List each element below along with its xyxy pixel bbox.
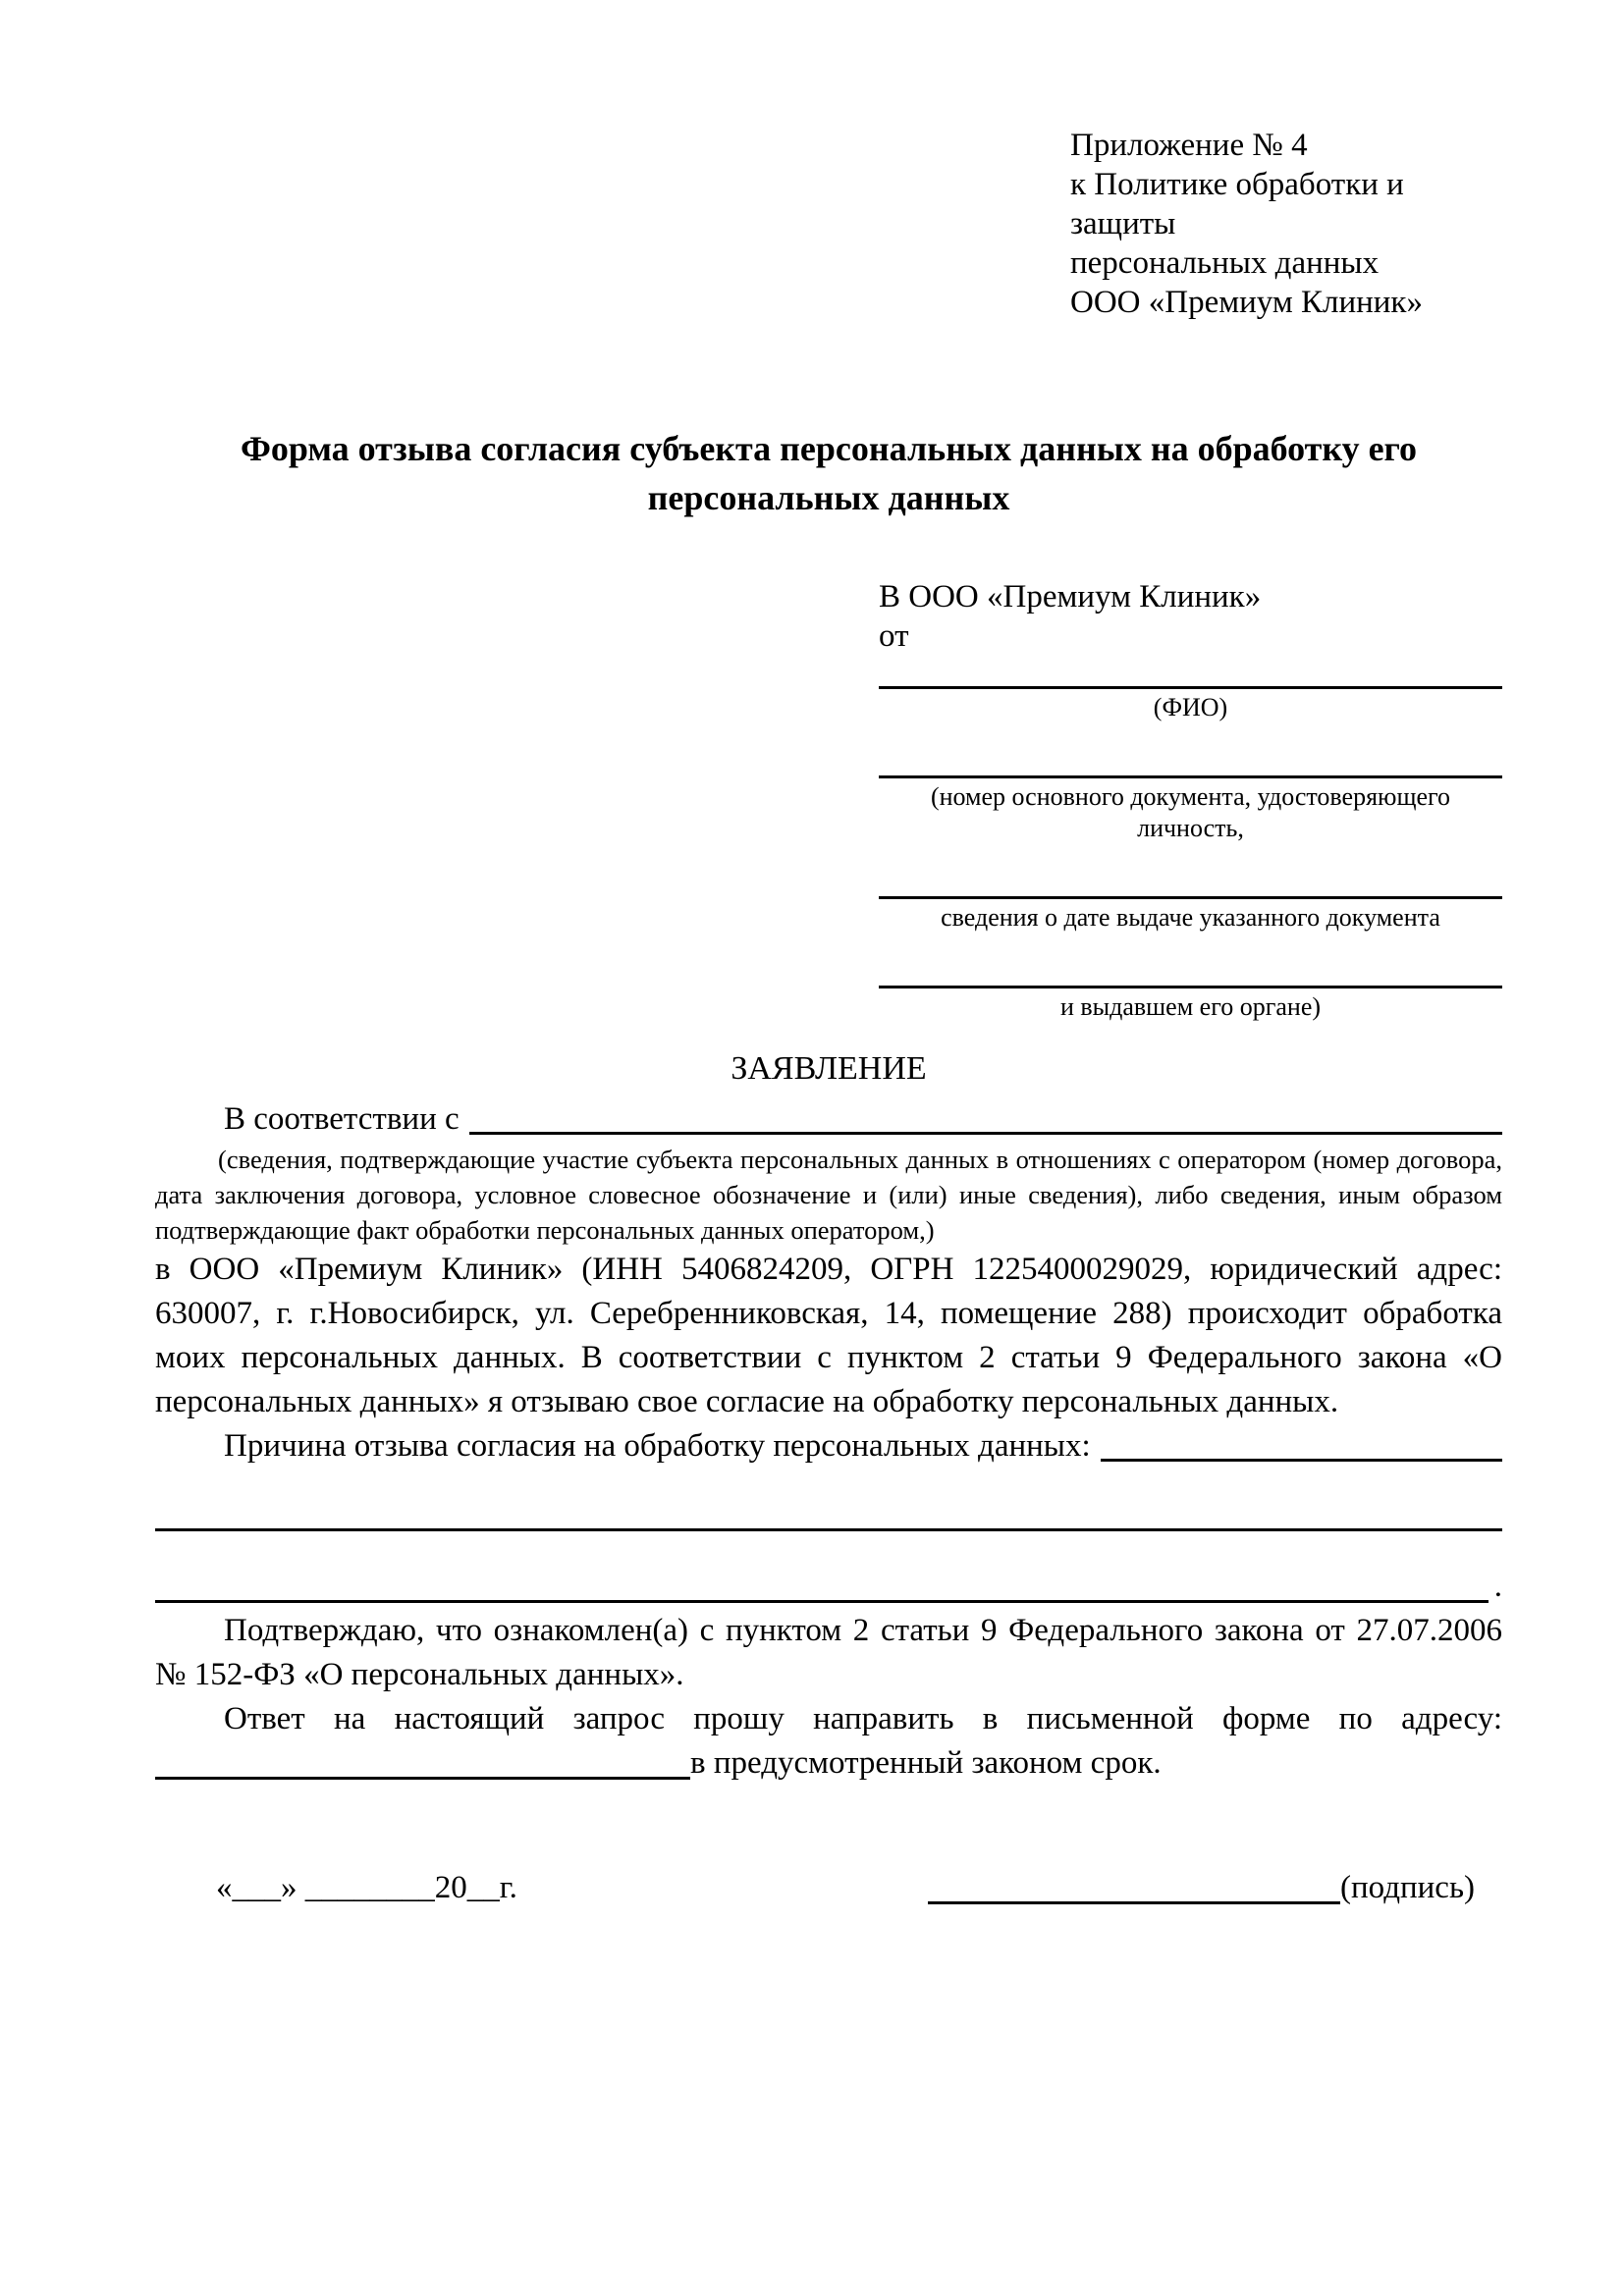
document-issuer-caption: и выдавшем его органе) [1059,992,1322,1021]
reason-line [155,1424,1502,1468]
intro-blank-line[interactable] [469,1132,1502,1135]
reason-blank-line-2-row [155,1565,1502,1609]
signature-caption: (подпись) [1340,1870,1475,1905]
document-issuer-input-line[interactable] [879,961,1502,988]
document-issue-date-field [879,872,1502,934]
fio-caption: (ФИО) [1153,693,1228,721]
document-number-caption: (номер основного документа, удостоверяющего личность, [930,782,1451,842]
reason-period: . [1493,1569,1502,1604]
response-request-paragraph: Ответ на настоящий запрос прошу направить в письменной форме по адресу: [224,1701,1502,1736]
appendix-line-1: Приложение № 4 [1070,128,1308,163]
appendix-line-2: к Политике обработки и защиты [1070,167,1404,241]
document-issue-date-caption: сведения о дате выдаче указанного документа [941,903,1440,932]
response-address-line [155,1741,1502,1786]
fine-print-note: (сведения, подтверждающие участие субъекта персональных данных в отношениях с оператором (номер договора, дата заключения договора, условное словесное обозначение и (или) иные сведения), либо сведения, иным образом подтверждающие факт обработки персональных данных оператором,) [155,1145,1502,1245]
signature-blank-line[interactable] [928,1901,1340,1904]
fio-field [879,662,1502,723]
response-tail: в предусмотренный законом срок. [690,1745,1162,1781]
reason-blank-line-2[interactable] [155,1600,1489,1603]
statement-heading: ЗАЯВЛЕНИЕ [731,1050,927,1087]
document-issuer-field [879,961,1502,1023]
date-blank[interactable]: «___» ________20__г. [216,1870,517,1905]
statement-body: в ООО «Премиум Клиник» (ИНН 5406824209, ОГРН 1225400029029, юридический адрес: 630007, г. г.Новосибирск, ул. Серебренниковская, 14, помещение 288) происходит обработка моих персональных данных. В соответствии с пунктом 2 статьи 9 Федерального закона «О персональных данных» я отзываю свое согласие на обработку персональных данных. [155,1252,1502,1419]
confirmation-paragraph: Подтверждаю, что ознакомлен(а) с пунктом 2 статьи 9 Федерального закона от 27.07.2006 № 152-ФЗ «О персональных данных». [155,1613,1502,1692]
intro-prefix: В соответствии с [224,1101,460,1137]
document-number-field [879,751,1502,844]
signature-group [928,1866,1475,1910]
appendix-reference [1070,126,1502,322]
document-number-input-line[interactable] [879,751,1502,778]
signoff-row [155,1866,1502,1910]
appendix-line-3: персональных данных [1070,245,1380,281]
intro-line [155,1097,1502,1142]
addressee-from-label: от [879,618,909,654]
appendix-line-4: ООО «Премиум Клиник» [1070,285,1423,320]
response-address-blank-line[interactable] [155,1777,690,1780]
fio-input-line[interactable] [879,662,1502,689]
addressee-block [879,577,1502,1023]
addressee-to: В ООО «Премиум Клиник» [879,579,1262,614]
page-title: Форма отзыва согласия субъекта персональных данных на обработку его персональных данных [240,429,1418,517]
reason-label: Причина отзыва согласия на обработку персональных данных: [224,1428,1091,1464]
reason-blank-line-0[interactable] [1101,1459,1502,1462]
reason-blank-line-1[interactable] [155,1527,1502,1531]
document-issue-date-input-line[interactable] [879,872,1502,899]
